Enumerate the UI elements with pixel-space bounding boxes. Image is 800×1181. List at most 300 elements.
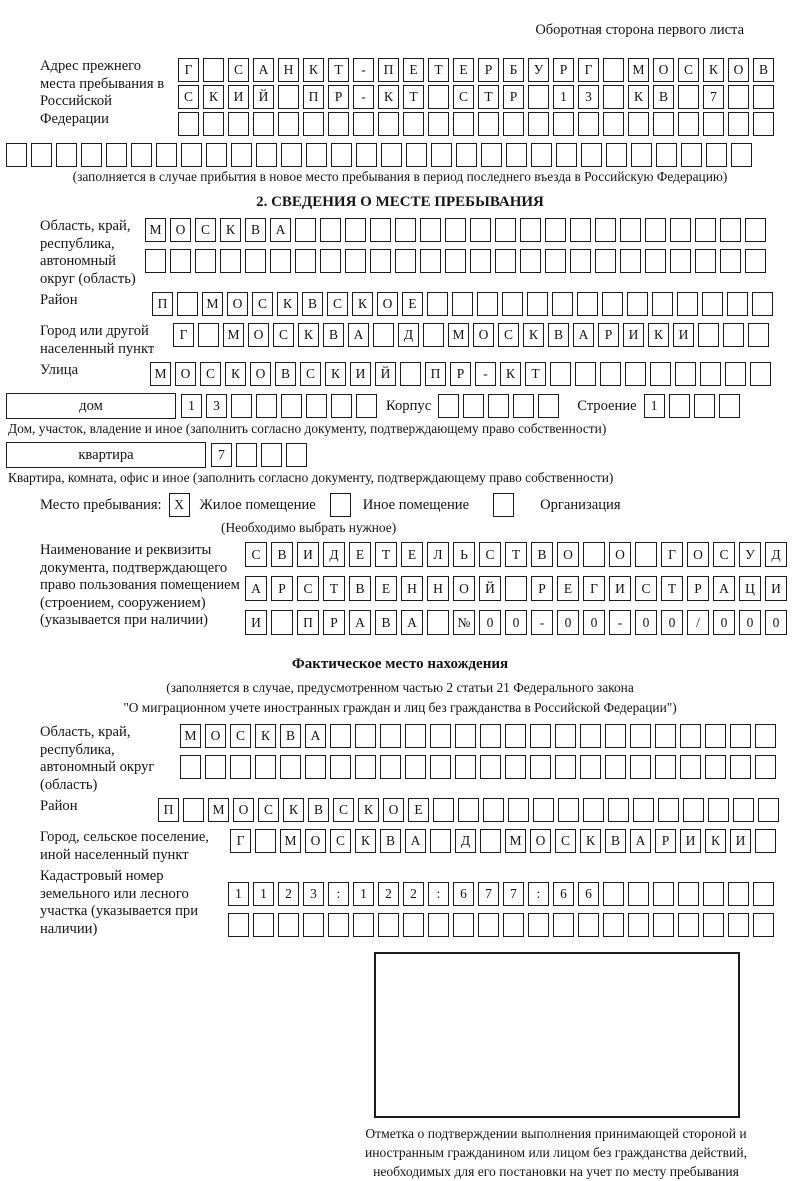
char-box[interactable] [605, 724, 626, 748]
char-box[interactable] [428, 112, 449, 136]
char-box[interactable] [455, 755, 476, 779]
char-box[interactable]: П [158, 798, 179, 822]
char-box[interactable] [603, 882, 624, 906]
char-box[interactable] [228, 913, 249, 937]
char-box[interactable]: О [557, 542, 579, 567]
char-box[interactable] [228, 112, 249, 136]
char-box[interactable]: М [628, 58, 649, 82]
char-box[interactable] [680, 724, 701, 748]
char-box[interactable]: Р [503, 85, 524, 109]
char-box[interactable] [700, 362, 721, 386]
char-box[interactable]: Н [278, 58, 299, 82]
char-box[interactable]: М [280, 829, 301, 853]
char-box[interactable]: Т [375, 542, 397, 567]
char-box[interactable]: С [230, 724, 251, 748]
char-box[interactable]: 7 [503, 882, 524, 906]
char-box[interactable] [580, 724, 601, 748]
char-box[interactable] [81, 143, 102, 167]
char-box[interactable] [380, 755, 401, 779]
char-box[interactable]: 1 [228, 882, 249, 906]
char-box[interactable]: О [609, 542, 631, 567]
char-box[interactable] [6, 143, 27, 167]
char-box[interactable] [198, 323, 219, 347]
char-box[interactable] [438, 394, 459, 418]
char-box[interactable]: И [609, 576, 631, 601]
char-box[interactable]: В [271, 542, 293, 567]
char-box[interactable]: С [479, 542, 501, 567]
char-box[interactable]: Т [525, 362, 546, 386]
char-box[interactable]: К [225, 362, 246, 386]
char-box[interactable]: В [653, 85, 674, 109]
char-box[interactable] [477, 292, 498, 316]
char-box[interactable] [545, 249, 566, 273]
char-box[interactable] [355, 755, 376, 779]
char-box[interactable]: С [453, 85, 474, 109]
char-box[interactable] [495, 218, 516, 242]
char-box[interactable]: К [355, 829, 376, 853]
char-box[interactable]: О [687, 542, 709, 567]
char-box[interactable] [356, 143, 377, 167]
char-box[interactable]: О [170, 218, 191, 242]
char-box[interactable] [645, 218, 666, 242]
char-box[interactable] [245, 249, 266, 273]
char-box[interactable] [633, 798, 654, 822]
char-box[interactable]: И [623, 323, 644, 347]
char-box[interactable] [605, 755, 626, 779]
char-box[interactable]: О [377, 292, 398, 316]
char-box[interactable]: / [687, 610, 709, 635]
char-box[interactable]: Л [427, 542, 449, 567]
char-box[interactable]: О [250, 362, 271, 386]
char-box[interactable]: Д [323, 542, 345, 567]
char-box[interactable] [508, 798, 529, 822]
char-box[interactable]: 3 [206, 394, 227, 418]
char-box[interactable] [230, 755, 251, 779]
char-box[interactable] [181, 143, 202, 167]
char-box[interactable]: 3 [578, 85, 599, 109]
char-box[interactable] [430, 755, 451, 779]
char-box[interactable]: П [152, 292, 173, 316]
char-box[interactable] [753, 112, 774, 136]
char-box[interactable]: С [498, 323, 519, 347]
char-box[interactable] [702, 292, 723, 316]
char-box[interactable] [670, 218, 691, 242]
checkbox-residential[interactable]: X [169, 493, 190, 517]
char-box[interactable]: 0 [713, 610, 735, 635]
char-box[interactable] [231, 394, 252, 418]
char-box[interactable]: Г [578, 58, 599, 82]
checkbox-organization[interactable] [493, 493, 514, 517]
char-box[interactable] [730, 755, 751, 779]
char-box[interactable] [730, 724, 751, 748]
char-box[interactable]: М [223, 323, 244, 347]
char-box[interactable] [427, 610, 449, 635]
char-box[interactable] [753, 882, 774, 906]
char-box[interactable] [403, 913, 424, 937]
char-box[interactable] [353, 112, 374, 136]
char-box[interactable] [220, 249, 241, 273]
char-box[interactable]: М [505, 829, 526, 853]
char-box[interactable] [506, 143, 527, 167]
char-box[interactable] [627, 292, 648, 316]
char-box[interactable] [695, 218, 716, 242]
char-box[interactable]: № [453, 610, 475, 635]
char-box[interactable]: 0 [635, 610, 657, 635]
char-box[interactable] [595, 249, 616, 273]
char-box[interactable]: - [353, 58, 374, 82]
char-box[interactable] [578, 913, 599, 937]
char-box[interactable]: К [352, 292, 373, 316]
char-box[interactable] [631, 143, 652, 167]
char-box[interactable] [577, 292, 598, 316]
char-box[interactable]: Т [428, 58, 449, 82]
char-box[interactable]: К [580, 829, 601, 853]
char-box[interactable] [635, 542, 657, 567]
char-box[interactable] [236, 443, 257, 467]
char-box[interactable] [578, 112, 599, 136]
char-box[interactable] [555, 755, 576, 779]
char-box[interactable] [603, 85, 624, 109]
char-box[interactable]: К [203, 85, 224, 109]
char-box[interactable]: 0 [739, 610, 761, 635]
char-box[interactable] [345, 249, 366, 273]
char-box[interactable]: Й [479, 576, 501, 601]
char-box[interactable]: 0 [765, 610, 787, 635]
char-box[interactable] [528, 85, 549, 109]
char-box[interactable]: С [252, 292, 273, 316]
char-box[interactable]: О [383, 798, 404, 822]
char-box[interactable] [303, 112, 324, 136]
char-box[interactable]: 7 [211, 443, 232, 467]
char-box[interactable]: В [375, 610, 397, 635]
char-box[interactable]: М [150, 362, 171, 386]
char-box[interactable]: А [630, 829, 651, 853]
char-box[interactable] [253, 112, 274, 136]
char-box[interactable] [533, 798, 554, 822]
char-box[interactable]: Г [173, 323, 194, 347]
char-box[interactable]: У [739, 542, 761, 567]
char-box[interactable]: И [673, 323, 694, 347]
char-box[interactable]: 1 [253, 882, 274, 906]
char-box[interactable] [306, 143, 327, 167]
char-box[interactable] [131, 143, 152, 167]
char-box[interactable]: А [305, 724, 326, 748]
char-box[interactable]: 1 [644, 394, 665, 418]
char-box[interactable]: 3 [303, 882, 324, 906]
char-box[interactable] [178, 112, 199, 136]
char-box[interactable]: О [227, 292, 248, 316]
char-box[interactable] [725, 362, 746, 386]
char-box[interactable]: И [730, 829, 751, 853]
char-box[interactable]: : [428, 882, 449, 906]
char-box[interactable] [480, 829, 501, 853]
char-box[interactable] [470, 218, 491, 242]
char-box[interactable] [531, 143, 552, 167]
char-box[interactable] [703, 913, 724, 937]
char-box[interactable] [680, 755, 701, 779]
char-box[interactable]: И [245, 610, 267, 635]
char-box[interactable] [281, 394, 302, 418]
char-box[interactable] [706, 143, 727, 167]
char-box[interactable]: С [258, 798, 279, 822]
char-box[interactable] [503, 112, 524, 136]
char-box[interactable]: А [349, 610, 371, 635]
char-box[interactable]: К [303, 58, 324, 82]
char-box[interactable] [538, 394, 559, 418]
char-box[interactable] [705, 724, 726, 748]
char-box[interactable] [553, 112, 574, 136]
char-box[interactable]: Р [478, 58, 499, 82]
char-box[interactable] [503, 913, 524, 937]
char-box[interactable]: Р [687, 576, 709, 601]
char-box[interactable] [328, 913, 349, 937]
char-box[interactable]: А [245, 576, 267, 601]
char-box[interactable]: А [713, 576, 735, 601]
char-box[interactable] [733, 798, 754, 822]
char-box[interactable] [502, 292, 523, 316]
char-box[interactable]: О [175, 362, 196, 386]
char-box[interactable]: П [303, 85, 324, 109]
char-box[interactable] [56, 143, 77, 167]
char-box[interactable] [405, 724, 426, 748]
checkbox-other-premises[interactable] [330, 493, 351, 517]
char-box[interactable] [378, 913, 399, 937]
char-box[interactable]: В [245, 218, 266, 242]
char-box[interactable] [669, 394, 690, 418]
char-box[interactable]: К [523, 323, 544, 347]
char-box[interactable]: Р [271, 576, 293, 601]
char-box[interactable]: Г [178, 58, 199, 82]
char-box[interactable]: 2 [278, 882, 299, 906]
char-box[interactable]: В [275, 362, 296, 386]
char-box[interactable]: О [233, 798, 254, 822]
char-box[interactable] [395, 218, 416, 242]
char-box[interactable] [355, 724, 376, 748]
char-box[interactable] [370, 218, 391, 242]
char-box[interactable] [271, 610, 293, 635]
char-box[interactable] [452, 292, 473, 316]
char-box[interactable] [558, 798, 579, 822]
char-box[interactable]: С [327, 292, 348, 316]
char-box[interactable]: Ь [453, 542, 475, 567]
char-box[interactable] [683, 798, 704, 822]
char-box[interactable] [550, 362, 571, 386]
char-box[interactable] [483, 798, 504, 822]
char-box[interactable] [653, 913, 674, 937]
char-box[interactable]: 1 [181, 394, 202, 418]
char-box[interactable] [470, 249, 491, 273]
char-box[interactable] [545, 218, 566, 242]
char-box[interactable] [423, 323, 444, 347]
char-box[interactable] [231, 143, 252, 167]
char-box[interactable]: А [573, 323, 594, 347]
char-box[interactable]: 2 [378, 882, 399, 906]
char-box[interactable]: 2 [403, 882, 424, 906]
char-box[interactable] [630, 755, 651, 779]
char-box[interactable]: К [298, 323, 319, 347]
char-box[interactable] [505, 755, 526, 779]
char-box[interactable] [430, 724, 451, 748]
char-box[interactable] [328, 112, 349, 136]
char-box[interactable] [745, 249, 766, 273]
char-box[interactable] [420, 249, 441, 273]
char-box[interactable] [528, 913, 549, 937]
char-box[interactable] [380, 724, 401, 748]
char-box[interactable]: О [305, 829, 326, 853]
char-box[interactable] [177, 292, 198, 316]
char-box[interactable] [650, 362, 671, 386]
char-box[interactable] [731, 143, 752, 167]
char-box[interactable]: Р [323, 610, 345, 635]
char-box[interactable] [345, 218, 366, 242]
char-box[interactable] [206, 143, 227, 167]
char-box[interactable] [381, 143, 402, 167]
char-box[interactable] [430, 829, 451, 853]
char-box[interactable] [303, 913, 324, 937]
char-box[interactable]: С [245, 542, 267, 567]
char-box[interactable] [703, 882, 724, 906]
char-box[interactable]: С [333, 798, 354, 822]
char-box[interactable]: С [678, 58, 699, 82]
char-box[interactable] [628, 913, 649, 937]
char-box[interactable] [528, 112, 549, 136]
char-box[interactable]: Н [427, 576, 449, 601]
char-box[interactable] [183, 798, 204, 822]
char-box[interactable] [728, 882, 749, 906]
char-box[interactable]: И [680, 829, 701, 853]
char-box[interactable] [603, 58, 624, 82]
char-box[interactable] [428, 913, 449, 937]
char-box[interactable] [428, 85, 449, 109]
char-box[interactable]: В [302, 292, 323, 316]
char-box[interactable]: Т [328, 58, 349, 82]
char-box[interactable] [655, 724, 676, 748]
char-box[interactable] [156, 143, 177, 167]
char-box[interactable]: М [180, 724, 201, 748]
char-box[interactable] [420, 218, 441, 242]
char-box[interactable] [628, 882, 649, 906]
char-box[interactable]: 1 [553, 85, 574, 109]
char-box[interactable]: Т [323, 576, 345, 601]
char-box[interactable] [488, 394, 509, 418]
char-box[interactable]: О [530, 829, 551, 853]
char-box[interactable]: 0 [505, 610, 527, 635]
char-box[interactable]: А [405, 829, 426, 853]
char-box[interactable]: Г [230, 829, 251, 853]
char-box[interactable] [698, 323, 719, 347]
char-box[interactable] [580, 755, 601, 779]
char-box[interactable] [745, 218, 766, 242]
char-box[interactable]: 6 [553, 882, 574, 906]
char-box[interactable]: : [528, 882, 549, 906]
char-box[interactable] [406, 143, 427, 167]
char-box[interactable] [675, 362, 696, 386]
char-box[interactable] [628, 112, 649, 136]
char-box[interactable] [480, 755, 501, 779]
char-box[interactable] [331, 394, 352, 418]
char-box[interactable] [530, 755, 551, 779]
char-box[interactable]: В [605, 829, 626, 853]
char-box[interactable] [658, 798, 679, 822]
char-box[interactable] [645, 249, 666, 273]
char-box[interactable] [481, 143, 502, 167]
char-box[interactable] [728, 85, 749, 109]
char-box[interactable]: С [195, 218, 216, 242]
char-box[interactable] [400, 362, 421, 386]
char-box[interactable] [270, 249, 291, 273]
char-box[interactable] [705, 755, 726, 779]
char-box[interactable] [570, 249, 591, 273]
char-box[interactable] [395, 249, 416, 273]
char-box[interactable] [755, 755, 776, 779]
char-box[interactable] [256, 143, 277, 167]
char-box[interactable]: М [208, 798, 229, 822]
char-box[interactable] [753, 85, 774, 109]
char-box[interactable]: П [378, 58, 399, 82]
char-box[interactable]: 0 [479, 610, 501, 635]
char-box[interactable] [513, 394, 534, 418]
char-box[interactable] [520, 249, 541, 273]
char-box[interactable]: М [448, 323, 469, 347]
char-box[interactable] [255, 829, 276, 853]
char-box[interactable] [581, 143, 602, 167]
char-box[interactable] [620, 218, 641, 242]
char-box[interactable]: И [297, 542, 319, 567]
char-box[interactable]: Е [349, 542, 371, 567]
char-box[interactable]: 6 [578, 882, 599, 906]
char-box[interactable] [552, 292, 573, 316]
char-box[interactable] [728, 913, 749, 937]
char-box[interactable]: Р [655, 829, 676, 853]
char-box[interactable]: К [705, 829, 726, 853]
char-box[interactable]: В [548, 323, 569, 347]
char-box[interactable]: В [531, 542, 553, 567]
char-box[interactable]: Е [402, 292, 423, 316]
char-box[interactable] [678, 882, 699, 906]
char-box[interactable]: Г [661, 542, 683, 567]
char-box[interactable] [280, 755, 301, 779]
char-box[interactable] [320, 218, 341, 242]
char-box[interactable]: Е [408, 798, 429, 822]
char-box[interactable] [723, 323, 744, 347]
char-box[interactable]: Ц [739, 576, 761, 601]
char-box[interactable]: С [300, 362, 321, 386]
char-box[interactable]: 7 [478, 882, 499, 906]
char-box[interactable] [630, 724, 651, 748]
char-box[interactable] [600, 362, 621, 386]
char-box[interactable] [556, 143, 577, 167]
char-box[interactable] [306, 394, 327, 418]
char-box[interactable] [583, 798, 604, 822]
char-box[interactable] [286, 443, 307, 467]
char-box[interactable]: Т [661, 576, 683, 601]
char-box[interactable] [255, 755, 276, 779]
char-box[interactable] [458, 798, 479, 822]
char-box[interactable] [606, 143, 627, 167]
char-box[interactable]: П [297, 610, 319, 635]
char-box[interactable]: 0 [557, 610, 579, 635]
char-box[interactable]: И [350, 362, 371, 386]
char-box[interactable] [595, 218, 616, 242]
char-box[interactable] [670, 249, 691, 273]
char-box[interactable] [253, 913, 274, 937]
char-box[interactable]: К [648, 323, 669, 347]
char-box[interactable] [295, 249, 316, 273]
char-box[interactable] [748, 323, 769, 347]
char-box[interactable] [478, 112, 499, 136]
char-box[interactable] [453, 112, 474, 136]
char-box[interactable] [620, 249, 641, 273]
